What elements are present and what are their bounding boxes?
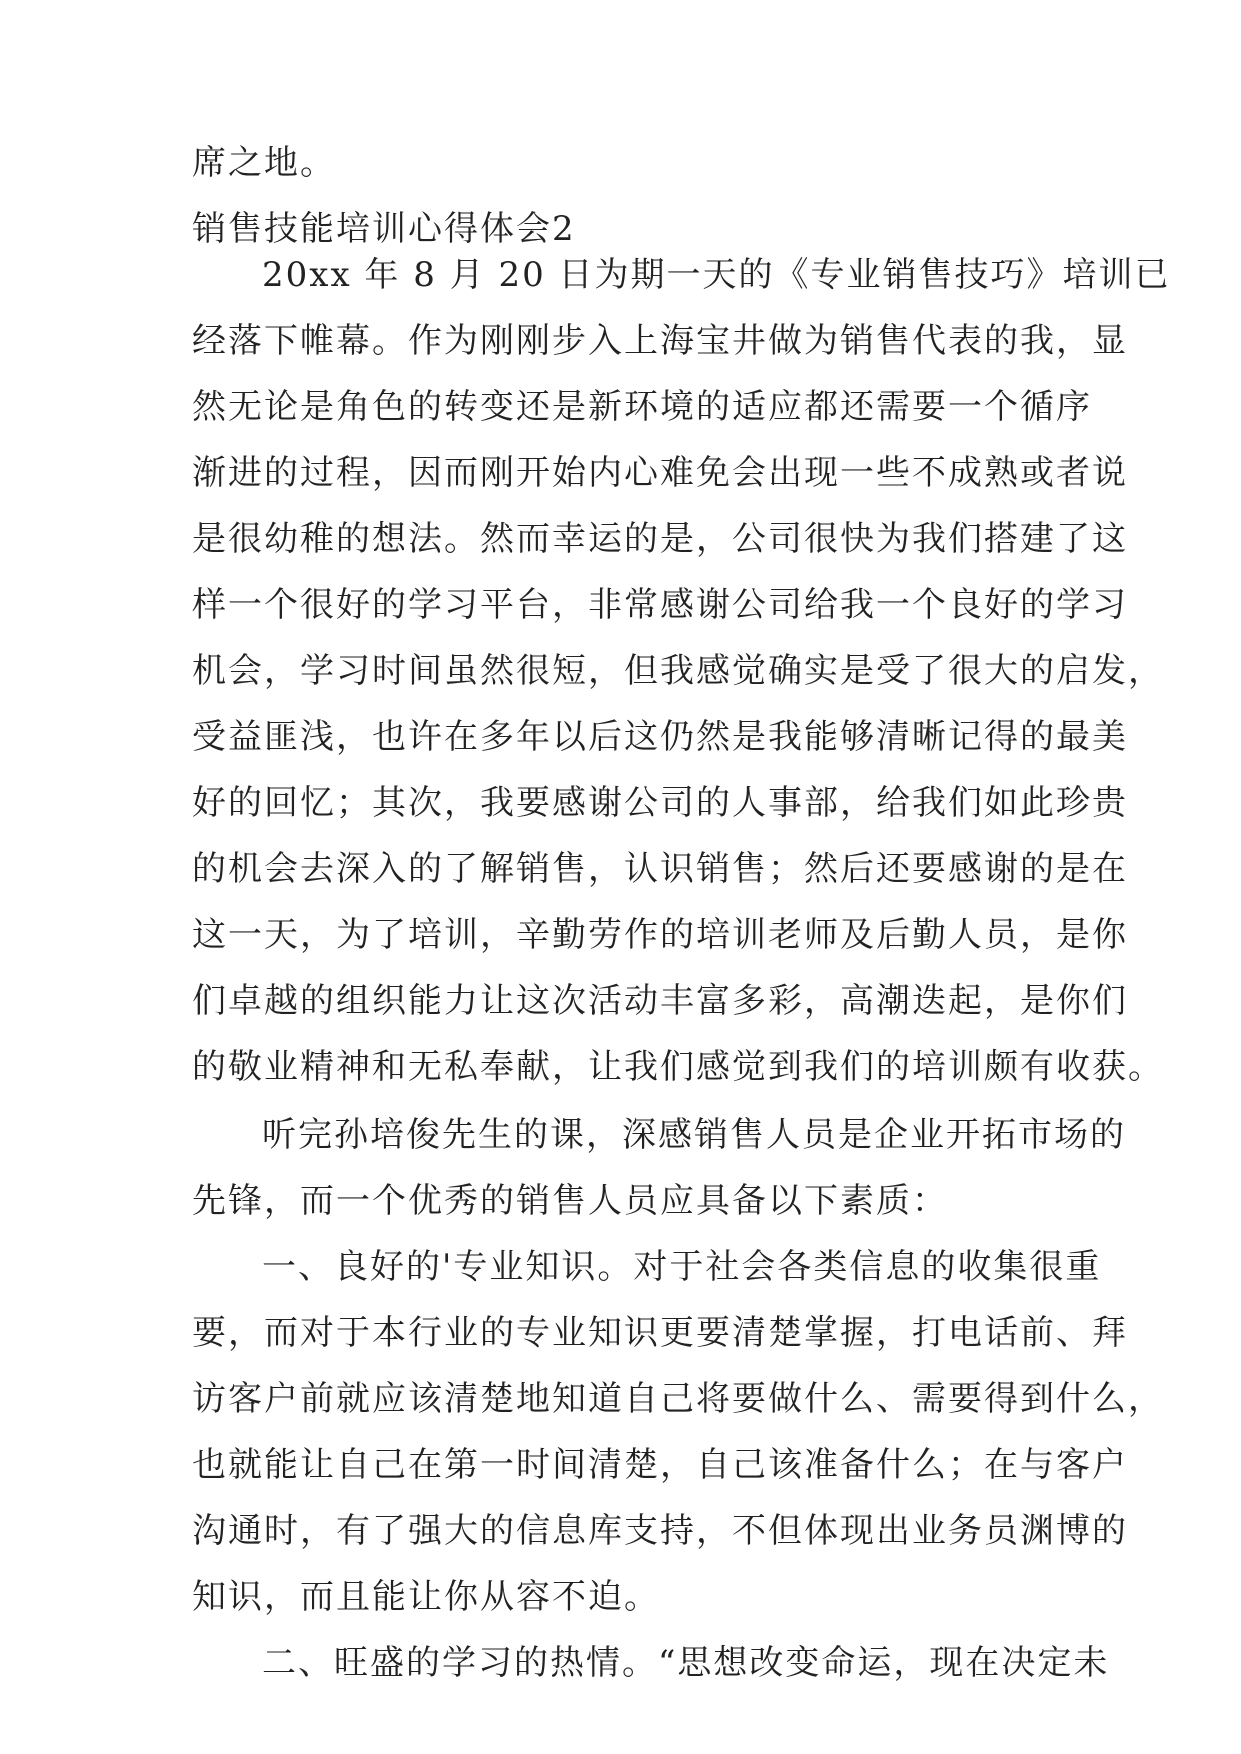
- text-line: 受益匪浅，也许在多年以后这仍然是我能够清晰记得的最美: [192, 717, 1128, 757]
- paragraph-3: [192, 1234, 1164, 1630]
- text-line: 的机会去深入的了解销售，认识销售；然后还要感谢的是在: [192, 849, 1128, 889]
- text-line: 机会，学习时间虽然很短，但我感觉确实是受了很大的启发，: [192, 651, 1164, 691]
- paragraph-2: [192, 1102, 1126, 1234]
- paragraph-4: [192, 1630, 1110, 1696]
- text-line: 知识，而且能让你从容不迫。: [192, 1577, 660, 1617]
- text-line: 是很幼稚的想法。然而幸运的是，公司很快为我们搭建了这: [192, 519, 1128, 559]
- text-line: 好的回忆；其次，我要感谢公司的人事部，给我们如此珍贵: [192, 783, 1128, 823]
- section-title-text: 销售技能培训心得体会2: [192, 209, 576, 249]
- text-line: 的敬业精神和无私奉献，让我们感觉到我们的培训颇有收获。: [192, 1047, 1164, 1087]
- text-line: 先锋，而一个优秀的销售人员应具备以下素质：: [192, 1181, 948, 1221]
- previous-paragraph-end: [192, 130, 1052, 196]
- text-line: 访客户前就应该清楚地知道自己将要做什么、需要得到什么，: [192, 1379, 1164, 1419]
- text-line: 这一天，为了培训，辛勤劳作的培训老师及后勤人员，是你: [192, 915, 1128, 955]
- text-line: 席之地。: [192, 143, 336, 183]
- text-line: 经落下帷幕。作为刚刚步入上海宝井做为销售代表的我，显: [192, 321, 1128, 361]
- text-line: 样一个很好的学习平台，非常感谢公司给我一个良好的学习: [192, 585, 1128, 625]
- text-line: 然无论是角色的转变还是新环境的适应都还需要一个循序: [192, 387, 1092, 427]
- text-line: 也就能让自己在第一时间清楚，自己该准备什么；在与客户: [192, 1445, 1128, 1485]
- paragraph-1: [192, 242, 1171, 1100]
- text-line: 要，而对于本行业的专业知识更要清楚掌握，打电话前、拜: [192, 1313, 1128, 1353]
- text-line: 一、良好的'专业知识。对于社会各类信息的收集很重: [262, 1247, 1102, 1287]
- text-line: 们卓越的组织能力让这次活动丰富多彩，高潮迭起，是你们: [192, 981, 1128, 1021]
- text-line: 沟通时，有了强大的信息库支持，不但体现出业务员渊博的: [192, 1511, 1128, 1551]
- text-line: 20xx 年 8 月 20 日为期一天的《专业销售技巧》培训已: [262, 255, 1171, 295]
- text-line: 二、旺盛的学习的热情。“思想改变命运，现在决定未: [262, 1643, 1110, 1683]
- text-line: 渐进的过程，因而刚开始内心难免会出现一些不成熟或者说: [192, 453, 1128, 493]
- text-line: 听完孙培俊先生的课，深感销售人员是企业开拓市场的: [262, 1115, 1126, 1155]
